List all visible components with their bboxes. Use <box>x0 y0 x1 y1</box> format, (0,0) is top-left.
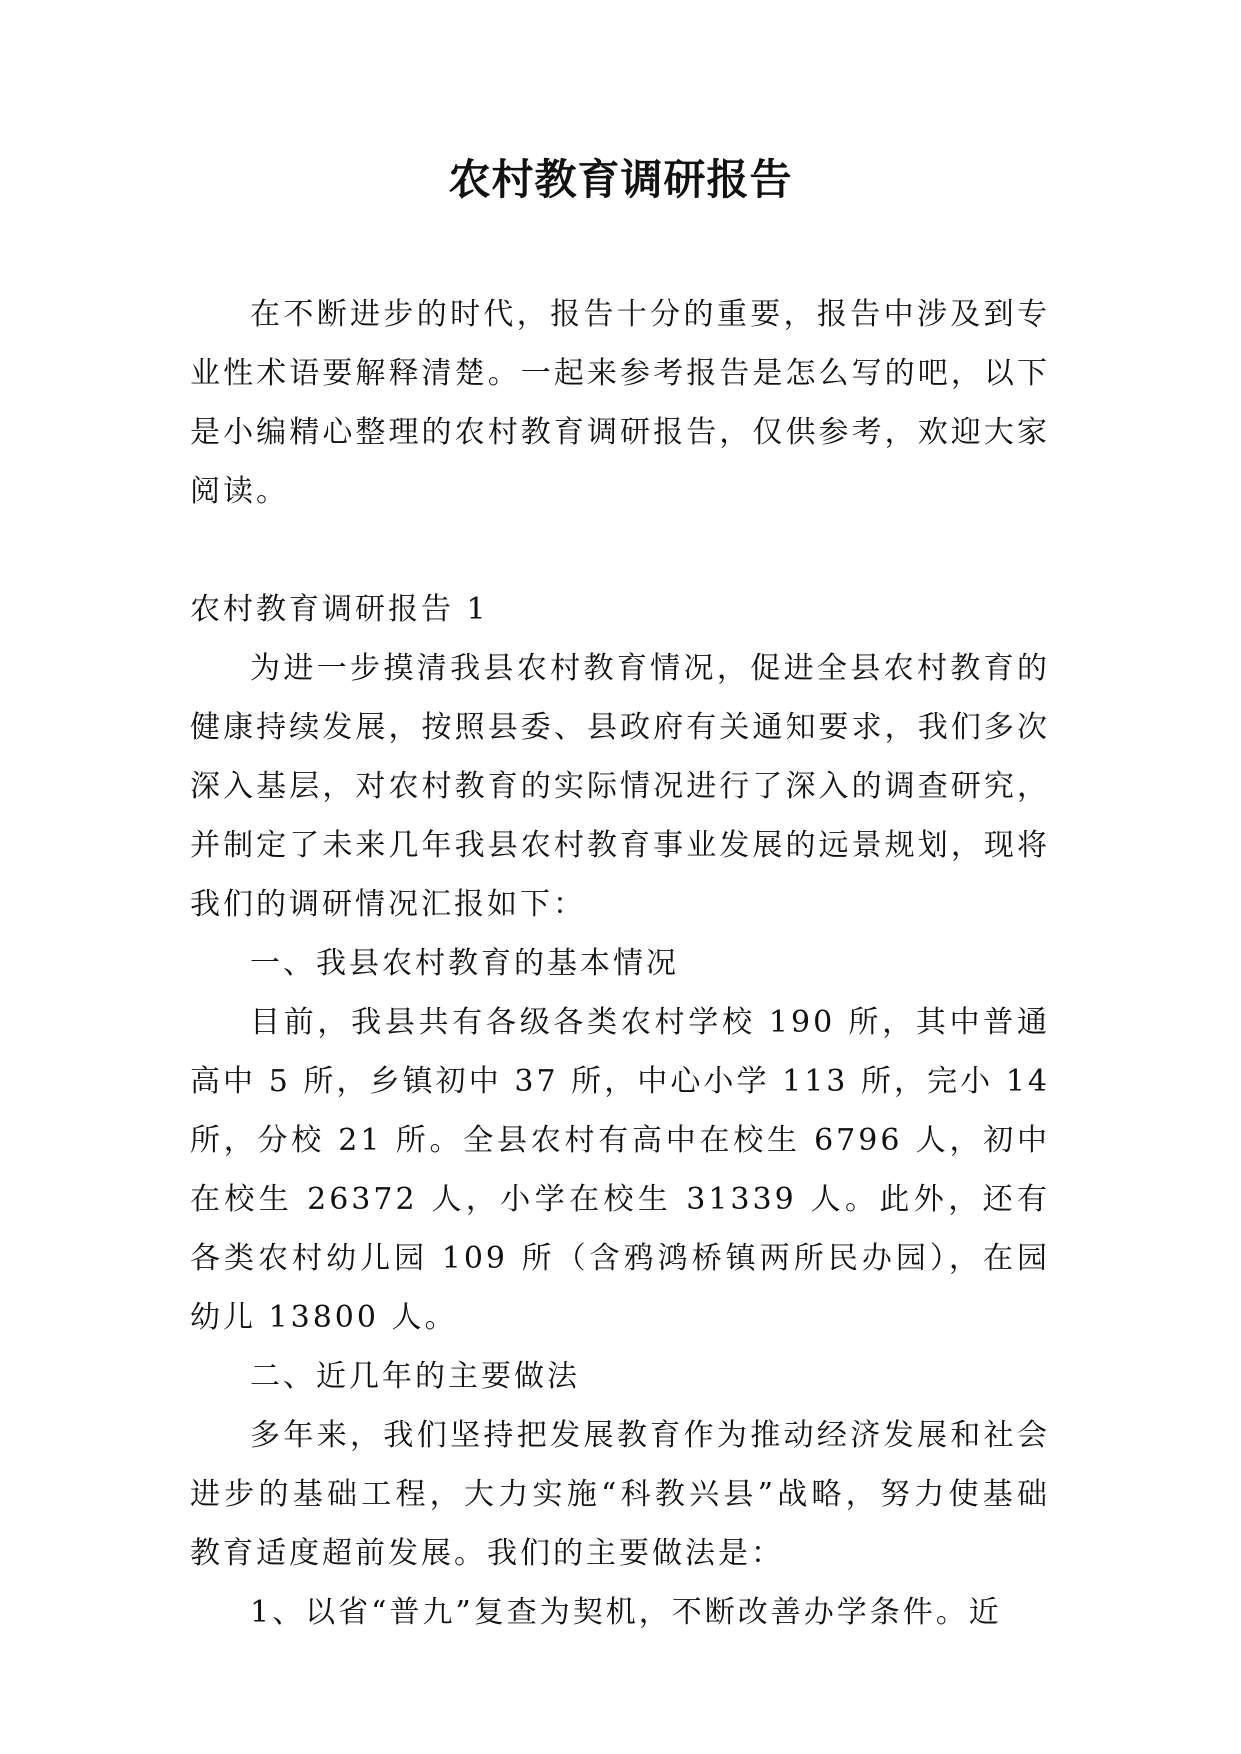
section-heading: 农村教育调研报告 1 <box>190 592 489 627</box>
intro-paragraph: 在不断进步的时代，报告十分的重要，报告中涉及到专业性术语要解释清楚。一起来参考报告是怎么写的吧，以下是小编精心整理的农村教育调研报告，仅供参考，欢迎大家阅读。 <box>190 297 1050 509</box>
document-body <box>190 285 1050 1642</box>
body-paragraph: 目前，我县共有各级各类农村学校 190 所，其中普通高中 5 所，乡镇初中 37 所，中心小学 113 所，完小 14 所，分校 21 所。全县农村有高中在校生 6796 人，初中在校生 26372 人，小学在校生 31339 人。此外，还有各类农村幼儿园 109 所（含鸦鸿桥镇两所民办园），在园幼儿 13800 人。 <box>190 1005 1050 1335</box>
subheading-basic-situation: 一、我县农村教育的基本情况 <box>250 946 679 981</box>
document-title: 农村教育调研报告 <box>448 155 793 204</box>
subheading-main-practices: 二、近几年的主要做法 <box>250 1359 580 1394</box>
body-paragraph: 1、以省“普九”复查为契机，不断改善办学条件。近 <box>250 1595 1002 1630</box>
body-paragraph: 为进一步摸清我县农村教育情况，促进全县农村教育的健康持续发展，按照县委、县政府有关通知要求，我们多次深入基层，对农村教育的实际情况进行了深入的调查研究，并制定了未来几年我县农村教育事业发展的远景规划，现将我们的调研情况汇报如下： <box>190 651 1050 922</box>
body-paragraph: 多年来，我们坚持把发展教育作为推动经济发展和社会进步的基础工程，大力实施“科教兴县”战略，努力使基础教育适度超前发展。我们的主要做法是： <box>190 1418 1050 1571</box>
